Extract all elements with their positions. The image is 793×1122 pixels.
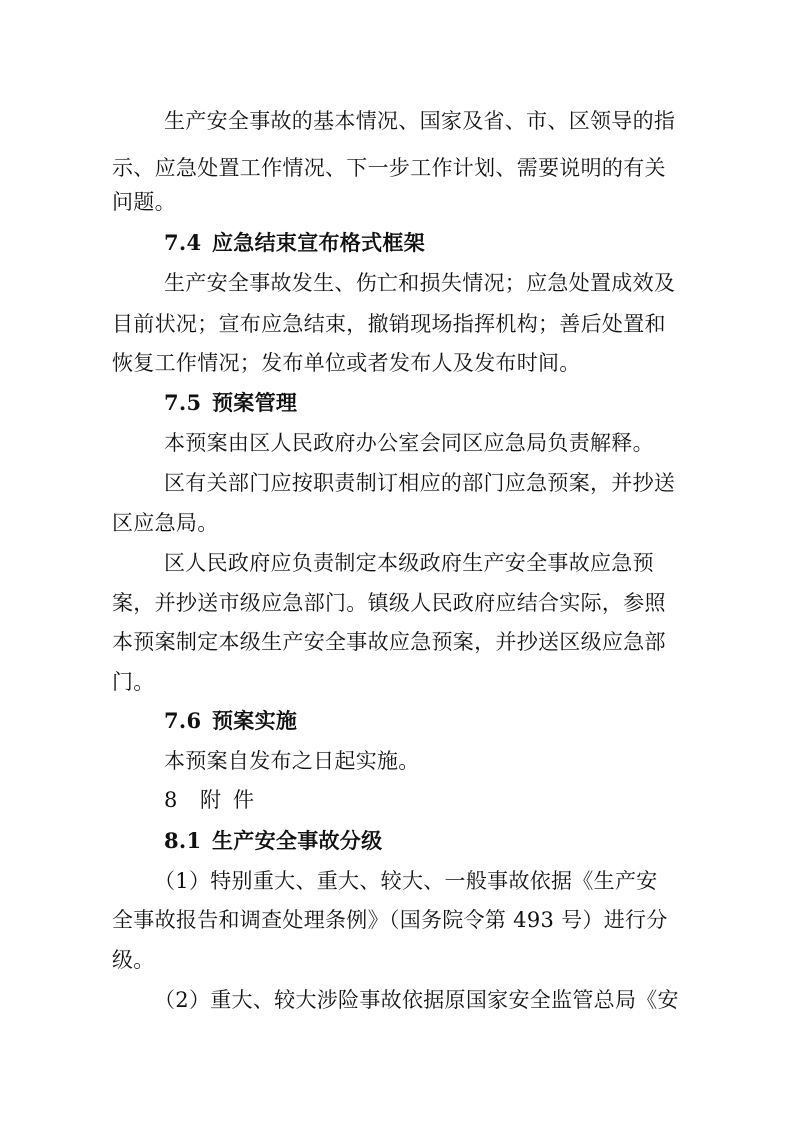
section-title: 预案管理 xyxy=(212,390,298,415)
text-line: 全事故报告和调查处理条例》（国务院令第 493 号）进行分 xyxy=(112,908,668,932)
text-line: 生产安全事故发生、伤亡和损失情况；应急处置成效及 xyxy=(164,271,676,295)
text-line: 生产安全事故的基本情况、国家及省、市、区领导的指 xyxy=(164,109,676,133)
section-number: 8 xyxy=(164,788,178,812)
text-line: 恢复工作情况；发布单位或者发布人及发布时间。 xyxy=(112,351,581,375)
section-title: 预案实施 xyxy=(212,708,298,733)
text-line: 本预案由区人民政府办公室会同区应急局负责解释。 xyxy=(164,431,654,455)
text-line: 级。 xyxy=(112,948,155,972)
section-title: 附件 xyxy=(200,788,266,812)
text-line: 区应急局。 xyxy=(112,511,219,535)
text-line: 本预案制定本级生产安全事故应急预案，并抄送区级应急部 xyxy=(112,630,666,654)
text-line: 区人民政府应负责制定本级政府生产安全事故应急预 xyxy=(164,551,654,575)
text-line: （2）重大、较大涉险事故依据原国家安全监管总局《安 xyxy=(154,988,679,1012)
text-line: 目前状况；宣布应急结束，撤销现场指挥机构；善后处置和 xyxy=(112,312,666,336)
section-number: 7.6 xyxy=(164,708,202,733)
text-line: 本预案自发布之日起实施。 xyxy=(164,749,420,773)
text-line: 示、应急处置工作情况、下一步工作计划、需要说明的有关 xyxy=(112,156,666,180)
section-number: 8.1 xyxy=(164,828,202,853)
section-heading-8-1 xyxy=(164,826,684,856)
section-heading-7-4 xyxy=(164,228,684,258)
text-line: 案，并抄送市级应急部门。镇级人民政府应结合实际，参照 xyxy=(112,591,666,615)
text-line: 问题。 xyxy=(112,190,176,214)
section-heading-7-5 xyxy=(164,388,684,418)
text-line: 门。 xyxy=(112,670,155,694)
section-heading-7-6 xyxy=(164,706,684,736)
text-line: （1）特别重大、重大、较大、一般事故依据《生产安 xyxy=(154,869,658,893)
section-number: 7.5 xyxy=(164,390,202,415)
section-title: 应急结束宣布格式框架 xyxy=(212,230,425,255)
section-title: 生产安全事故分级 xyxy=(212,828,383,853)
text-line: 区有关部门应按职责制订相应的部门应急预案，并抄送 xyxy=(164,471,676,495)
section-number: 7.4 xyxy=(164,230,202,255)
section-heading-8 xyxy=(164,785,684,815)
